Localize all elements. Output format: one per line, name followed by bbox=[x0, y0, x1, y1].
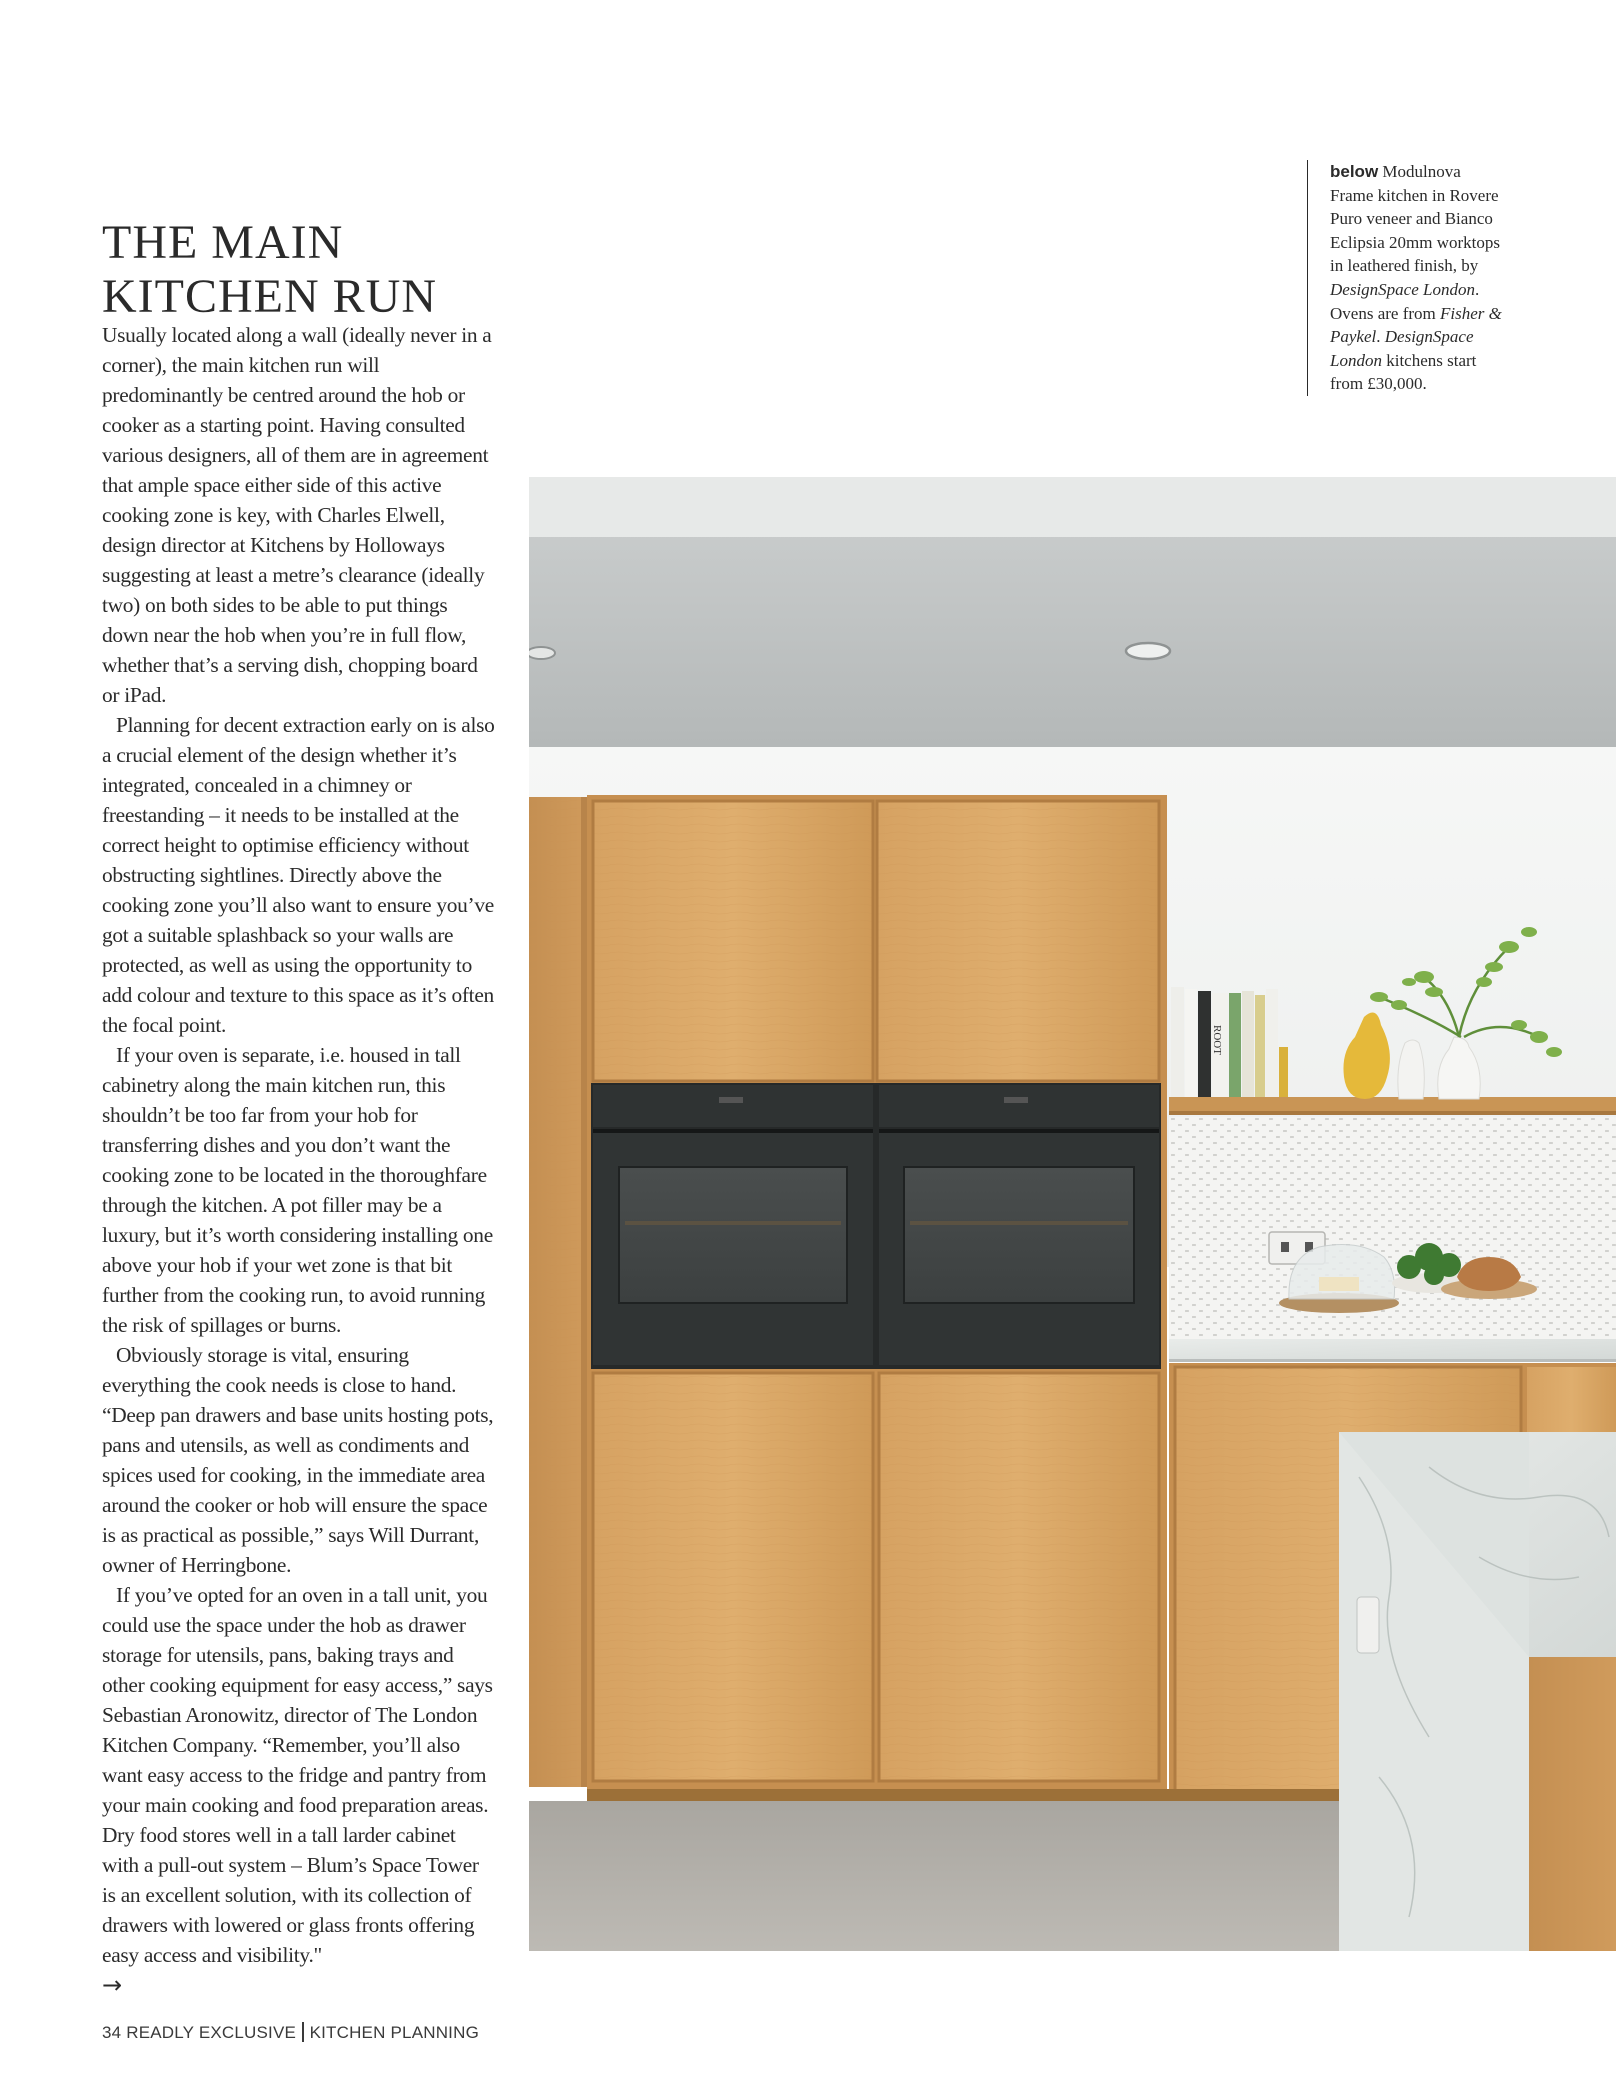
section-name: KITCHEN PLANNING bbox=[309, 2023, 480, 2042]
paragraph-3: If your oven is separate, i.e. housed in tall cabinetry along the main kitchen run, this shouldn’t be too far from your hob for transferring dishes and you don’t want the cooking zone to be located in the thoroughfare through the kitchen. A pot filler may be a luxury, but it’s worth considering installing one above your hob if your wet zone is that bit further from the cooking run, to avoid running the risk of spillages or burns. bbox=[102, 1043, 493, 1337]
paragraph-5: If you’ve opted for an oven in a tall unit, you could use the space under the hob as drawer storage for utensils, pans, baking trays and other cooking equipment for easy access,” says Sebastian Aronowitz, director of The London Kitchen Company. “Remember, you’ll also want easy access to the fridge and pantry from your main cooking and food preparation areas. Dry food stores well in a tall larder cabinet with a pull-out system – Blum’s Space Tower is an excellent solution, with its collection of drawers with lowered or glass fronts offering easy access and visibility." bbox=[102, 1583, 493, 1967]
paragraph-1: Usually located along a wall (ideally never in a corner), the main kitchen run will predominantly be centred around the hob or cooker as a starting point. Having consulted various designers, all of them are in agreement that ample space either side of this active cooking zone is key, with Charles Elwell, design director at Kitchens by Holloways suggesting at least a metre’s clearance (ideally two) on both sides to be able to put things down near the hob when you’re in full flow, whether that’s a serving dish, chopping board or iPad. bbox=[102, 323, 492, 707]
paragraph-4: Obviously storage is vital, ensuring everything the cook needs is close to hand. “Deep pan drawers and base units hosting pots, pans and utensils, as well as condiments and spices used for cooking, in the immediate area around the cooker or hob will ensure the space is as practical as possible,” says Will Durrant, owner of Herringbone. bbox=[102, 1343, 494, 1577]
page-heading bbox=[102, 216, 522, 324]
heading-line-2: KITCHEN RUN bbox=[102, 270, 437, 323]
books-illustration bbox=[1171, 987, 1288, 1097]
kitchen-photo bbox=[529, 477, 1616, 1951]
publication-name: READLY EXCLUSIVE bbox=[126, 2023, 297, 2042]
image-caption bbox=[1307, 160, 1505, 396]
caption-text-1: Modulnova Frame kitchen in Rovere Puro veneer and Bianco Eclipsia 20mm worktops in leathered finish, by bbox=[1330, 162, 1500, 276]
heading-line-1: THE MAIN bbox=[102, 216, 344, 269]
caption-lead: below bbox=[1330, 162, 1379, 181]
caption-brand-designspace: DesignSpace London bbox=[1330, 279, 1475, 299]
page-number: 34 bbox=[102, 2023, 122, 2042]
caption-text-3: . bbox=[1376, 327, 1385, 347]
book-spine-text: ROOT bbox=[1211, 1025, 1223, 1055]
caption-brand-designspace-2: DesignSpace London bbox=[1330, 327, 1474, 370]
footer-divider bbox=[302, 2022, 304, 2042]
continue-arrow-icon: → bbox=[102, 1971, 122, 1999]
article-body bbox=[102, 320, 497, 1998]
caption-text-4: kitchens start from £30,000. bbox=[1330, 350, 1477, 394]
paragraph-2: Planning for decent extraction early on is also a crucial element of the design whether it’s integrated, concealed in a chimney or freestanding – it needs to be installed at the correct height to optimise efficiency without obstructing sightlines. Directly above the cooking zone you’ll also want to ensure you’ve got a suitable splashback so your walls are protected, as well as using the opportunity to add colour and texture to this space as it’s often the focal point. bbox=[102, 713, 495, 1037]
caption-text-2: . Ovens are from bbox=[1330, 279, 1480, 323]
caption-brand-fisher-paykel: Fisher & Paykel bbox=[1330, 303, 1502, 347]
page-footer bbox=[102, 2022, 479, 2043]
